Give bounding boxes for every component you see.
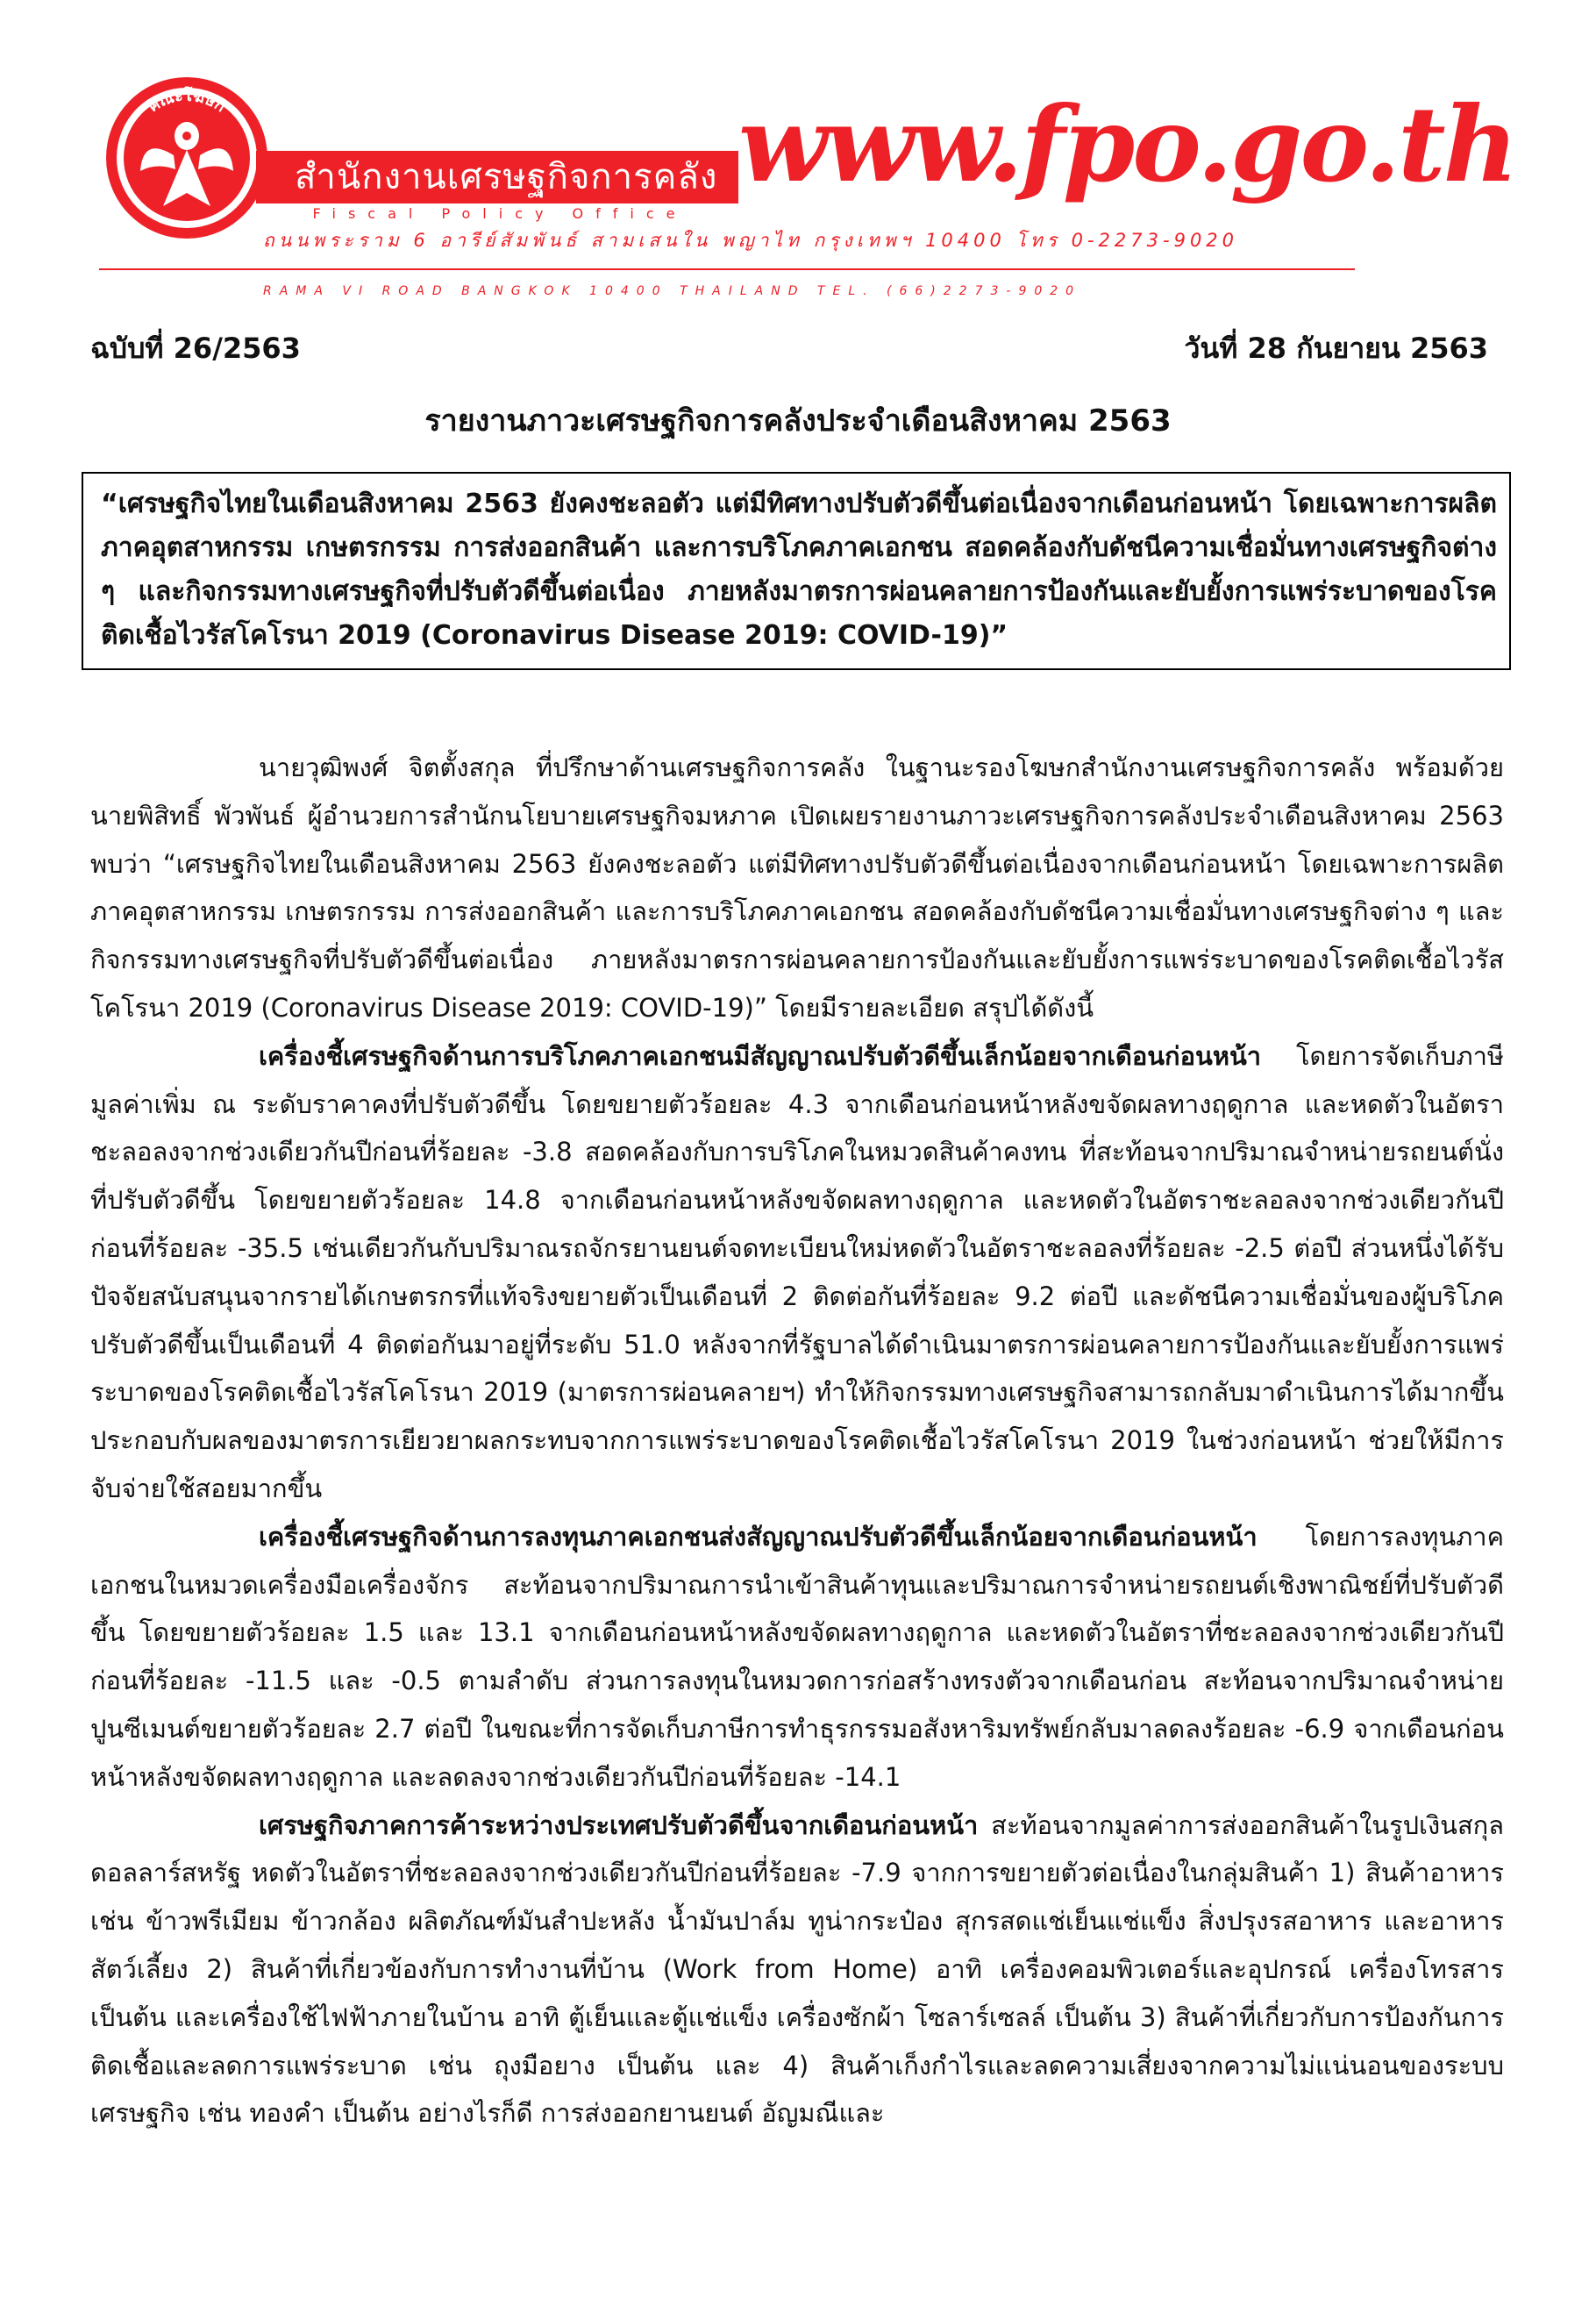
body-text <box>90 744 1504 2217</box>
paragraph-investment <box>90 1513 1504 1802</box>
paragraph-text: โดยการลงทุนภาคเอกชนในหมวดเครื่องมือเครื่องจักร สะท้อนจากปริมาณการนำเข้าสินค้าทุนและปริมาณการจำหน่ายรถยนต์เชิงพาณิชย์ที่ปรับตัวดีขึ้น โดยขยายตัวร้อยละ 1.5 และ 13.1 จากเดือนก่อนหน้าหลังขจัดผลทางฤดูกาล และหดตัวในอัตราที่ชะลอลงจากช่วงเดียวกันปีก่อนที่ร้อยละ -11.5 และ -0.5 ตามลำดับ ส่วนการลงทุนในหมวดการก่อสร้างทรงตัวจากเดือนก่อน สะท้อนจากปริมาณจำหน่ายปูนซีเมนต์ขยายตัวร้อยละ 2.7 ต่อปี ในขณะที่การจัดเก็บภาษีการทำธุรกรรมอสังหาริมทรัพย์กลับมาลดลงร้อยละ -6.9 จากเดือนก่อนหน้าหลังขจัดผลทางฤดูกาล และลดลงจากช่วงเดียวกันปีก่อนที่ร้อยละ -14.1 <box>90 1521 1504 1792</box>
paragraph-intro <box>90 744 1504 1032</box>
paragraph-lead: เศรษฐกิจภาคการค้าระหว่างประเทศปรับตัวดีขึ้นจากเดือนก่อนหน้า <box>259 1809 979 1840</box>
paragraph-text: นายวุฒิพงศ์ จิตตั้งสกุล ที่ปรึกษาด้านเศรษฐกิจการคลัง ในฐานะรองโฆษกสำนักงานเศรษฐกิจการคลัง พร้อมด้วย นายพิสิทธิ์ พัวพันธ์ ผู้อำนวยการสำนักนโยบายเศรษฐกิจมหภาค เปิดเผยรายงานภาวะเศรษฐกิจการคลังประจำเดือนสิงหาคม 2563 พบว่า “เศรษฐกิจไทยในเดือนสิงหาคม 2563 ยังคงชะลอตัว แต่มีทิศทางปรับตัวดีขึ้นต่อเนื่องจากเดือนก่อนหน้า โดยเฉพาะการผลิตภาคอุตสาหกรรม เกษตรกรรม การส่งออกสินค้า และการบริโภคภาคเอกชน สอดคล้องกับดัชนีความเชื่อมั่นทางเศรษฐกิจต่าง ๆ และกิจกรรมทางเศรษฐกิจที่ปรับตัวดีขึ้นต่อเนื่อง ภายหลังมาตรการผ่อนคลายการป้องกันและยับยั้งการแพร่ระบาดของโรคติดเชื้อไวรัสโคโรนา 2019 (Coronavirus Disease 2019: COVID-19)” โดยมีรายละเอียด สรุปได้ดังนี้ <box>90 753 1504 1023</box>
summary-text: “เศรษฐกิจไทยในเดือนสิงหาคม 2563 ยังคงชะลอตัว แต่มีทิศทางปรับตัวดีขึ้นต่อเนื่องจากเดือนก่อนหน้า โดยเฉพาะการผลิตภาคอุตสาหกรรม เกษตรกรรม การส่งออกสินค้า และการบริโภคภาคเอกชน สอดคล้องกับดัชนีความเชื่อมั่นทางเศรษฐกิจต่าง ๆ และกิจกรรมทางเศรษฐกิจที่ปรับตัวดีขึ้นต่อเนื่อง ภายหลังมาตรการผ่อนคลายการป้องกันและยับยั้งการแพร่ระบาดของโรคติดเชื้อไวรัสโคโรนา 2019 (Coronavirus Disease 2019: COVID-19)” <box>101 489 1497 651</box>
paragraph-consumption <box>90 1032 1504 1513</box>
org-name-thai: สำนักงานเศรษฐกิจการคลัง <box>295 157 718 197</box>
paragraph-text: โดยการจัดเก็บภาษีมูลค่าเพิ่ม ณ ระดับราคาคงที่ปรับตัวดีขึ้น โดยขยายตัวร้อยละ 4.3 จากเดือนก่อนหน้าหลังขจัดผลทางฤดูกาล และหดตัวในอัตราชะลอลงจากช่วงเดียวกันปีก่อนที่ร้อยละ -3.8 สอดคล้องกับการบริโภคในหมวดสินค้าคงทน ที่สะท้อนจากปริมาณจำหน่ายรถยนต์นั่งที่ปรับตัวดีขึ้น โดยขยายตัวร้อยละ 14.8 จากเดือนก่อนหน้าหลังขจัดผลทางฤดูกาล และหดตัวในอัตราชะลอลงจากช่วงเดียวกันปีก่อนที่ร้อยละ -35.5 เช่นเดียวกันกับปริมาณรถจักรยานยนต์จดทะเบียนใหม่หดตัวในอัตราชะลอลงที่ร้อยละ -2.5 ต่อปี ส่วนหนึ่งได้รับปัจจัยสนับสนุนจากรายได้เกษตรกรที่แท้จริงขยายตัวเป็นเดือนที่ 2 ติดต่อกันที่ร้อยละ 9.2 ต่อปี และดัชนีความเชื่อมั่นของผู้บริโภคปรับตัวดีขึ้นเป็นเดือนที่ 4 ติดต่อกันมาอยู่ที่ระดับ 51.0 หลังจากที่รัฐบาลได้ดำเนินมาตรการผ่อนคลายการป้องกันและยับยั้งการแพร่ระบาดของโรคติดเชื้อไวรัสโคโรนา 2019 (มาตรการผ่อนคลายฯ) ทำให้กิจกรรมทางเศรษฐกิจสามารถกลับมาดำเนินการได้มากขึ้น ประกอบกับผลของมาตรการเยียวยาผลกระทบจากการแพร่ระบาดของโรคติดเชื้อไวรัสโคโรนา 2019 ในช่วงก่อนหน้า ช่วยให้มีการจับจ่ายใช้สอยมากขึ้น <box>90 1040 1504 1503</box>
org-name-english: Fiscal Policy Office <box>312 205 688 222</box>
fpo-seal-logo <box>103 75 270 241</box>
address-english: RAMA VI ROAD BANGKOK 10400 THAILAND TEL. (66)2273-9020 <box>263 284 1082 298</box>
paragraph-lead: เครื่องชี้เศรษฐกิจด้านการลงทุนภาคเอกชนส่งสัญญาณปรับตัวดีขึ้นเล็กน้อยจากเดือนก่อนหน้า <box>259 1521 1258 1552</box>
document-date: วันที่ 28 กันยายน 2563 <box>1184 332 1488 365</box>
address-thai: ถนนพระราม 6 อารีย์สัมพันธ์ สามเสนใน พญาไท กรุงเทพฯ 10400 โทร 0-2273-9020 <box>263 230 1239 251</box>
seal-text: คณะโฆษก <box>145 86 229 117</box>
header-divider <box>99 268 1355 270</box>
paragraph-text: สะท้อนจากมูลค่าการส่งออกสินค้าในรูปเงินสกุลดอลลาร์สหรัฐ หดตัวในอัตราที่ชะลอลงจากช่วงเดียวกันปีก่อนที่ร้อยละ -7.9 จากการขยายตัวต่อเนื่องในกลุ่มสินค้า 1) สินค้าอาหาร เช่น ข้าวพรีเมียม ข้าวกล้อง ผลิตภัณฑ์มันสำปะหลัง น้ำมันปาล์ม ทูน่ากระป๋อง สุกรสดแช่เย็นแช่แข็ง สิ่งปรุงรสอาหาร และอาหารสัตว์เลี้ยง 2) สินค้าที่เกี่ยวข้องกับการทำงานที่บ้าน (Work from Home) อาทิ เครื่องคอมพิวเตอร์และอุปกรณ์ เครื่องโทรสาร เป็นต้น และเครื่องใช้ไฟฟ้าภายในบ้าน อาทิ ตู้เย็นและตู้แช่แข็ง เครื่องซักผ้า โซลาร์เซลล์ เป็นต้น 3) สินค้าที่เกี่ยวกับการป้องกันการติดเชื้อและลดการแพร่ระบาด เช่น ถุงมือยาง เป็นต้น และ 4) สินค้าเก็งกำไรและลดความเสี่ยงจากความไม่แน่นอนของระบบเศรษฐกิจ เช่น ทองคำ เป็นต้น อย่างไรก็ดี การส่งออกยานยนต์ อัญมณีและ <box>90 1809 1504 2129</box>
website-url[interactable]: www.fpo.go.th <box>738 83 1516 205</box>
paragraph-trade <box>90 1802 1504 2138</box>
paragraph-lead: เครื่องชี้เศรษฐกิจด้านการบริโภคภาคเอกชนมีสัญญาณปรับตัวดีขึ้นเล็กน้อยจากเดือนก่อนหน้า <box>259 1040 1262 1071</box>
summary-box <box>82 472 1511 670</box>
document-number: ฉบับที่ 26/2563 <box>90 332 301 365</box>
document-title: รายงานภาวะเศรษฐกิจการคลังประจำเดือนสิงหาคม 2563 <box>424 403 1172 439</box>
